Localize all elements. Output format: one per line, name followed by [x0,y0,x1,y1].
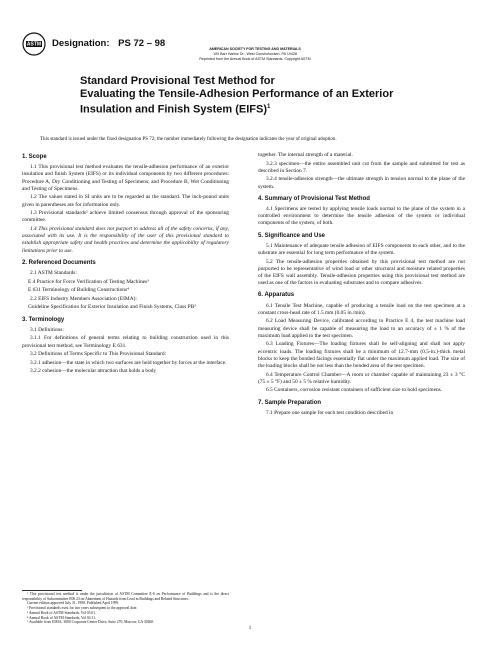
reference-item: E 631 Terminology of Building Constructions⁴ [28,287,129,294]
footnote: ⁴ Annual Book of ASTM Standards, Vol 04.11. [27,615,97,620]
footnotes [22,592,229,625]
publisher-block [130,47,380,61]
paragraph: 2.1 ASTM Standards: [30,270,77,277]
title-footnote-marker: 1 [267,104,271,110]
section-heading: 7. Sample Preparation [258,399,322,406]
section-heading: 4. Summary of Provisional Test Method [258,195,370,202]
paragraph: 3.2.1 adhesion—the state in which two surfaces are held together by forces at the interface. [30,359,227,366]
section-heading: 1. Scope [22,154,47,160]
document-title [80,75,420,117]
title-line: Standard Provisional Test Method for [80,75,275,87]
footnote: ⁵ Available from EIMA, 3000 Corporate Center Drive, Suite 270, Morrow, GA 30260. [27,620,155,625]
paragraph: 6.1 Tensile Test Machine, capable of producing a tensile load on the test specimen at a constant cross-head rate of 1.5 mm (0.05 in./min). [258,302,465,316]
paragraph: 1.1 This provisional test method evaluates the tensile-adhesion performance of an exterior insulation and finish System (EIFS) or its individual components by two different procedures: Procedure A, Dry Conditioning and Testing of Specimens; and Procedure B, Wet Conditioning and Testing of Specimens. [22,164,229,192]
astm-logo-icon [22,32,46,56]
publisher-line: Reprinted from the Annual Book of ASTM Standards. Copyright ASTM [199,56,311,61]
paragraph: 1.2 The values stated in SI units are to be regarded as the standard. The inch-pound units given in parentheses are for information only. [22,194,229,208]
paragraph: 3.2.2 cohesion—the molecular attraction that holds a body [30,368,157,375]
paragraph: 1.4 This provisional standard does not purport to address all of the safety concerns, if any, associated with its use. It is the responsibility of the user of this provisional standard to establish appropriate safety and health practices and determine the applicability of regulatory limitations prior to use. [22,226,229,254]
paragraph: 3.1 Definitions: [30,326,64,333]
footnote: ¹ This provisional test method is under the jurisdiction of ASTM Committee E-6 on Performance of Buildings and is the direct responsibility of Subcommittee E06.23 on Abatement of Hazards from Lead in Buildings and Related Structures. [22,592,229,601]
issued-note: This standard is issued under the fixed designation PS 72; the number immediately following the designation indicates the year of original adoption. [40,137,337,142]
publisher-line: 100 Barr Harbor Dr., West Conshohocken, PA 19428 [213,51,297,56]
title-line: Insulation and Finish System (EIFS) [80,103,268,116]
paragraph: 1.3 Provisional standards² achieve limited consensus through approval of the sponsoring committee. [22,210,229,224]
svg-text:ASTM: ASTM [26,41,42,48]
page-number: 1 [248,626,252,631]
paragraph: 6.2 Load Measuring Device, calibrated according to Practice E 4, the test machine load measuring device shall be capable of measuring the load to an accuracy of ± 1 % of the maximum load applied to the test specimen. [258,318,465,339]
paragraph: 3.2 Definitions of Terms Specific to This Provisional Standard: [30,351,167,358]
publisher-line: AMERICAN SOCIETY FOR TESTING AND MATERIALS [209,47,301,51]
paragraph: 2.2 EIFS Industry Members Association (EIMA): [30,295,137,302]
paragraph: 6.4 Temperature Control Chamber—A room or chamber capable of maintaining 23 ± 3 °C (75 ± 5 °F) and 50 ± 5 % relative humidity. [258,371,465,385]
footnote: ² Provisional standards exist for two years subsequent to the approval date. [27,606,138,611]
paragraph: 6.5 Containers, corrosion resistant containers of sufficient size to hold specimens. [266,387,443,394]
section-heading: 6. Apparatus [258,292,295,299]
footnote-rule [22,590,82,591]
left-column [22,152,229,377]
footnote: Current edition approved July 31, 1998. Published April 1999. [27,601,120,606]
paragraph: together. The internal strength of a material. [258,152,353,158]
paragraph: 7.1 Prepare one sample for each test condition described in [266,409,394,416]
paragraph: 6.3 Loading Fixtures—The loading fixtures shall be self-aligning and shall not apply eccentric loads. The loading fixtures shall be a minimum of 12.7-mm (0.5-in.)-thick metal blocks to keep the bonded facings essentially flat under the maximum applied load. The size of the loading blocks shall be not less than the bonded area of the test specimen. [258,341,465,370]
paragraph: 5.1 Maintenance of adequate tensile adhesion of EIFS components to each other, and to the substrate are essential for long term performance of the system. [258,242,465,257]
designation-value: PS 72 – 98 [118,38,166,49]
paragraph: 3.2.3 specimen—the entire assembled unit cut from the sample and submitted for test as described in Section 7. [258,160,465,174]
paragraph: 5.2 The tensile-adhesion properties obtained by this provisional test method are not purported to be representative of wind load or other structural and moisture related properties of the EIFS wall assembly. Tensile-adhesion properties using this provisional test method are used as one of the factors in evaluating substrates and to compare adhesives. [258,258,465,287]
right-column [258,152,465,418]
reference-item: Guideline Specification for Exterior Insulation and Finish Systems, Class PB⁵ [28,304,197,311]
section-heading: 5. Significance and Use [258,232,326,239]
paragraph: 3.1.1 For definitions of general terms relating to building construction used in this provisional test method, see Terminology E 631. [22,335,229,349]
paragraph: 4.1 Specimens are tested by applying tensile loads normal to the plane of the system in a controlled environment to determine the tensile adhesion of the system or individual components of the system, of both. [258,206,465,227]
section-heading: 3. Terminology [22,316,65,323]
title-line: Evaluating the Tensile-Adhesion Performance of an Exterior [80,88,394,100]
footnote: ³ Annual Book of ASTM Standards, Vol 03.01. [27,610,96,615]
section-heading: 2. Referenced Documents [22,259,96,266]
reference-item: E 4 Practice for Force Verification of Testing Machines³ [28,278,149,285]
designation-label: Designation: [52,38,110,49]
paragraph: 3.2.4 tensile-adhesion strength—the ultimate strength in tension normal to the plane of the system. [258,176,465,190]
